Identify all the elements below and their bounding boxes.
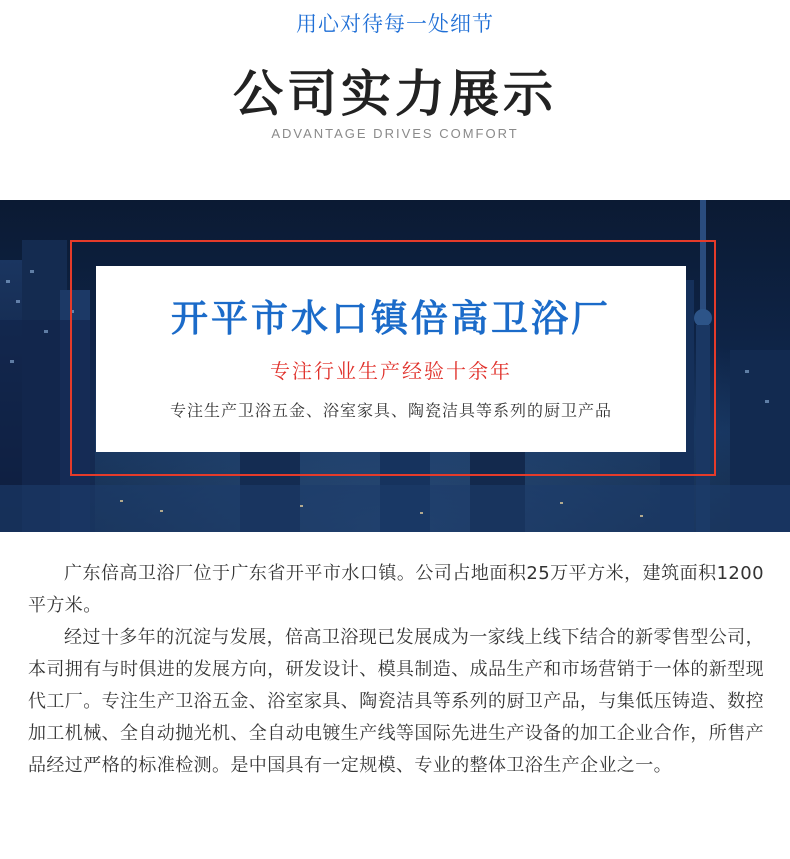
- page-title: 公司实力展示: [233, 65, 557, 123]
- company-name: 开平市水口镇倍高卫浴厂: [171, 297, 611, 340]
- company-tagline: 专注行业生产经验十余年: [270, 359, 512, 383]
- banner-info-card: [96, 266, 686, 452]
- intro-paragraph: 广东倍高卫浴厂位于广东省开平市水口镇。公司占地面积25万平方米，建筑面积1200平方米。: [28, 563, 764, 616]
- english-subtitle: ADVANTAGE DRIVES COMFORT: [271, 126, 519, 141]
- intro-paragraph: 经过十多年的沉淀与发展，倍高卫浴现已发展成为一家线上线下结合的新零售型公司，本司拥有与时俱进的发展方向，研发设计、模具制造、成品生产和市场营销于一体的新型现代工厂。专注生产卫浴五金、浴室家具、陶瓷洁具等系列的厨卫产品，与集低压铸造、数控加工机械、全自动抛光机、全自动电镀生产线等国际先进生产设备的加工企业合作，所售产品经过严格的标准检测。是中国具有一定规模、专业的整体卫浴生产企业之一。: [28, 627, 764, 776]
- top-slogan: 用心对待每一处细节: [296, 12, 494, 36]
- intro-text: [28, 558, 764, 782]
- city-banner: [0, 200, 790, 532]
- company-products: 专注生产卫浴五金、浴室家具、陶瓷洁具等系列的厨卫产品: [169, 401, 612, 420]
